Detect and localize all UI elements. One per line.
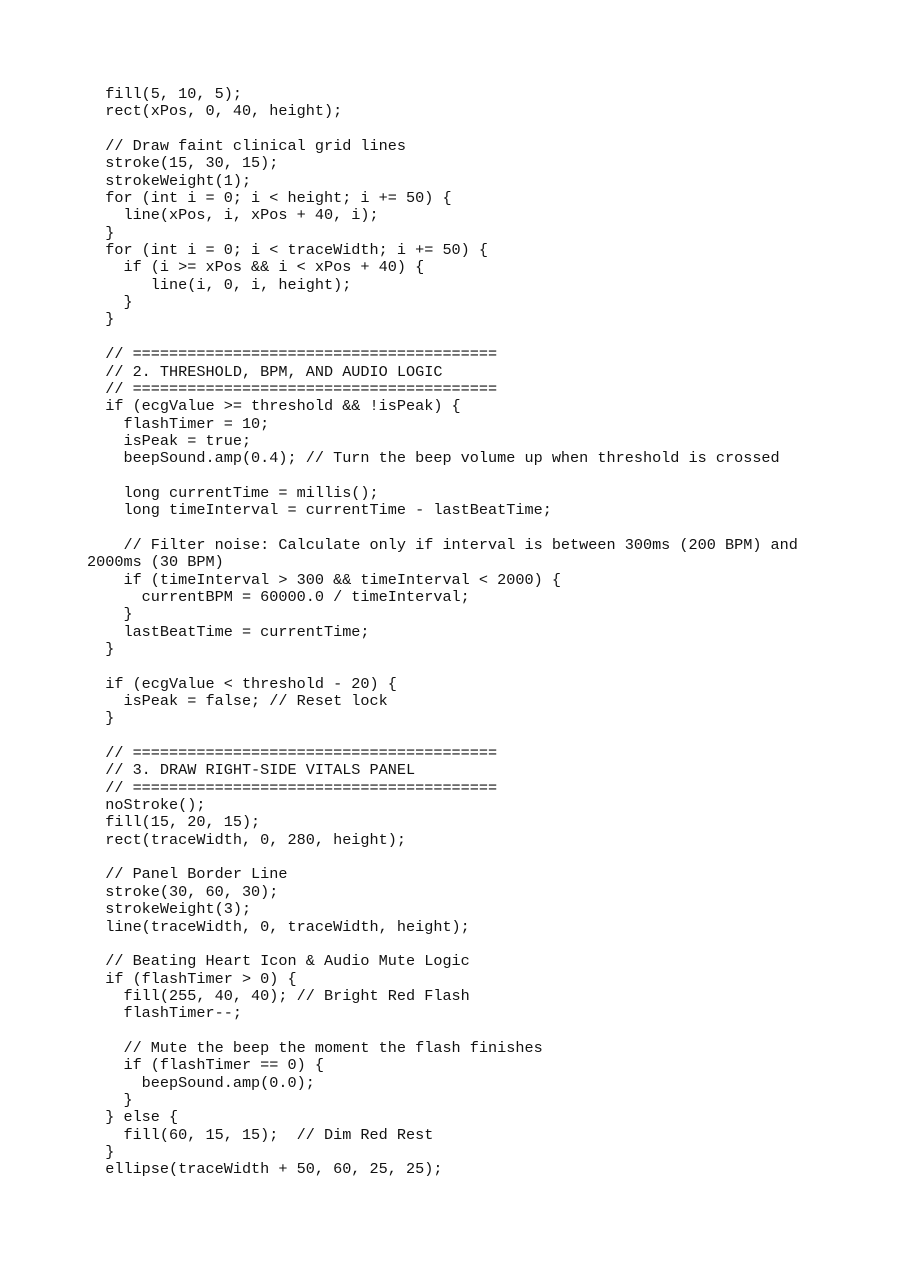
code-line: // ======================================== (87, 744, 498, 763)
code-line: } (87, 640, 115, 658)
code-line: // ======================================== (87, 778, 498, 797)
code-line: fill(5, 10, 5); (87, 85, 242, 103)
code-line: stroke(15, 30, 15); (87, 154, 279, 173)
code-line: if (ecgValue >= threshold && !isPeak) { (87, 397, 461, 416)
code-line: stroke(30, 60, 30); (87, 882, 279, 901)
code-line: line(xPos, i, xPos + 40, i); (87, 206, 379, 225)
code-line: // 3. DRAW RIGHT-SIDE VITALS PANEL (87, 761, 416, 780)
code-line: if (flashTimer == 0) { (87, 1056, 324, 1075)
code-line: fill(255, 40, 40); // Bright Red Flash (87, 986, 470, 1005)
code-line: // Mute the beep the moment the flash finishes (87, 1038, 543, 1057)
code-line: } (87, 605, 133, 624)
code-line: } else { (87, 1108, 179, 1127)
code-line (87, 468, 887, 485)
code-line: line(i, 0, i, height); (87, 275, 352, 294)
code-line (87, 728, 887, 745)
code-line (87, 936, 887, 953)
code-line (87, 1023, 887, 1040)
code-line: line(traceWidth, 0, traceWidth, height); (87, 917, 470, 936)
code-line: if (i >= xPos && i < xPos + 40) { (87, 258, 425, 277)
code-line: lastBeatTime = currentTime; (87, 622, 370, 641)
code-line: for (int i = 0; i < height; i += 50) { (87, 189, 452, 208)
code-line: beepSound.amp(0.0); (87, 1073, 315, 1092)
code-line: beepSound.amp(0.4); // Turn the beep volume up when threshold is crossed (87, 449, 780, 468)
code-line: long timeInterval = currentTime - lastBeatTime; (87, 501, 552, 520)
code-line: // 2. THRESHOLD, BPM, AND AUDIO LOGIC (87, 362, 443, 381)
code-line: // Beating Heart Icon & Audio Mute Logic (87, 952, 470, 971)
code-line: strokeWeight(1); (87, 171, 252, 190)
code-line: fill(60, 15, 15); // Dim Red Rest (87, 1125, 434, 1144)
code-line: for (int i = 0; i < traceWidth; i += 50) { (87, 241, 489, 260)
code-line: } (87, 293, 133, 312)
code-line: rect(traceWidth, 0, 280, height); (87, 830, 406, 849)
code-line: if (timeInterval > 300 && timeInterval < 2000) { (87, 570, 561, 589)
code-line: } (87, 310, 115, 329)
code-line (87, 658, 887, 675)
code-line (87, 121, 887, 138)
code-line: } (87, 1142, 115, 1161)
code-line: // Filter noise: Calculate only if interval is between 300ms (200 BPM) and (87, 535, 798, 554)
code-line: ellipse(traceWidth + 50, 60, 25, 25); (87, 1160, 443, 1179)
code-line: // ======================================== (87, 345, 498, 364)
code-line: flashTimer = 10; (87, 414, 270, 433)
code-line: } (87, 223, 115, 242)
code-line: flashTimer--; (87, 1004, 242, 1023)
code-line: } (87, 709, 115, 728)
code-line: } (87, 1090, 133, 1109)
code-line: rect(xPos, 0, 40, height); (87, 102, 343, 121)
code-line: if (ecgValue < threshold - 20) { (87, 674, 397, 693)
code-line: // ======================================== (87, 379, 498, 398)
code-line (87, 849, 887, 866)
code-line (87, 329, 887, 346)
code-line: isPeak = false; // Reset lock (87, 692, 388, 711)
code-line: isPeak = true; (87, 431, 252, 450)
code-line: // Panel Border Line (87, 865, 288, 884)
code-line: currentBPM = 60000.0 / timeInterval; (87, 587, 470, 606)
code-line: strokeWeight(3); (87, 900, 252, 919)
code-line: 2000ms (30 BPM) (87, 553, 224, 572)
code-line: if (flashTimer > 0) { (87, 969, 297, 988)
code-line: // Draw faint clinical grid lines (87, 137, 406, 156)
code-line: noStroke(); (87, 796, 206, 815)
code-line (87, 520, 887, 537)
code-line: fill(15, 20, 15); (87, 813, 261, 832)
code-line: long currentTime = millis(); (87, 483, 379, 502)
code-block (87, 86, 887, 1179)
